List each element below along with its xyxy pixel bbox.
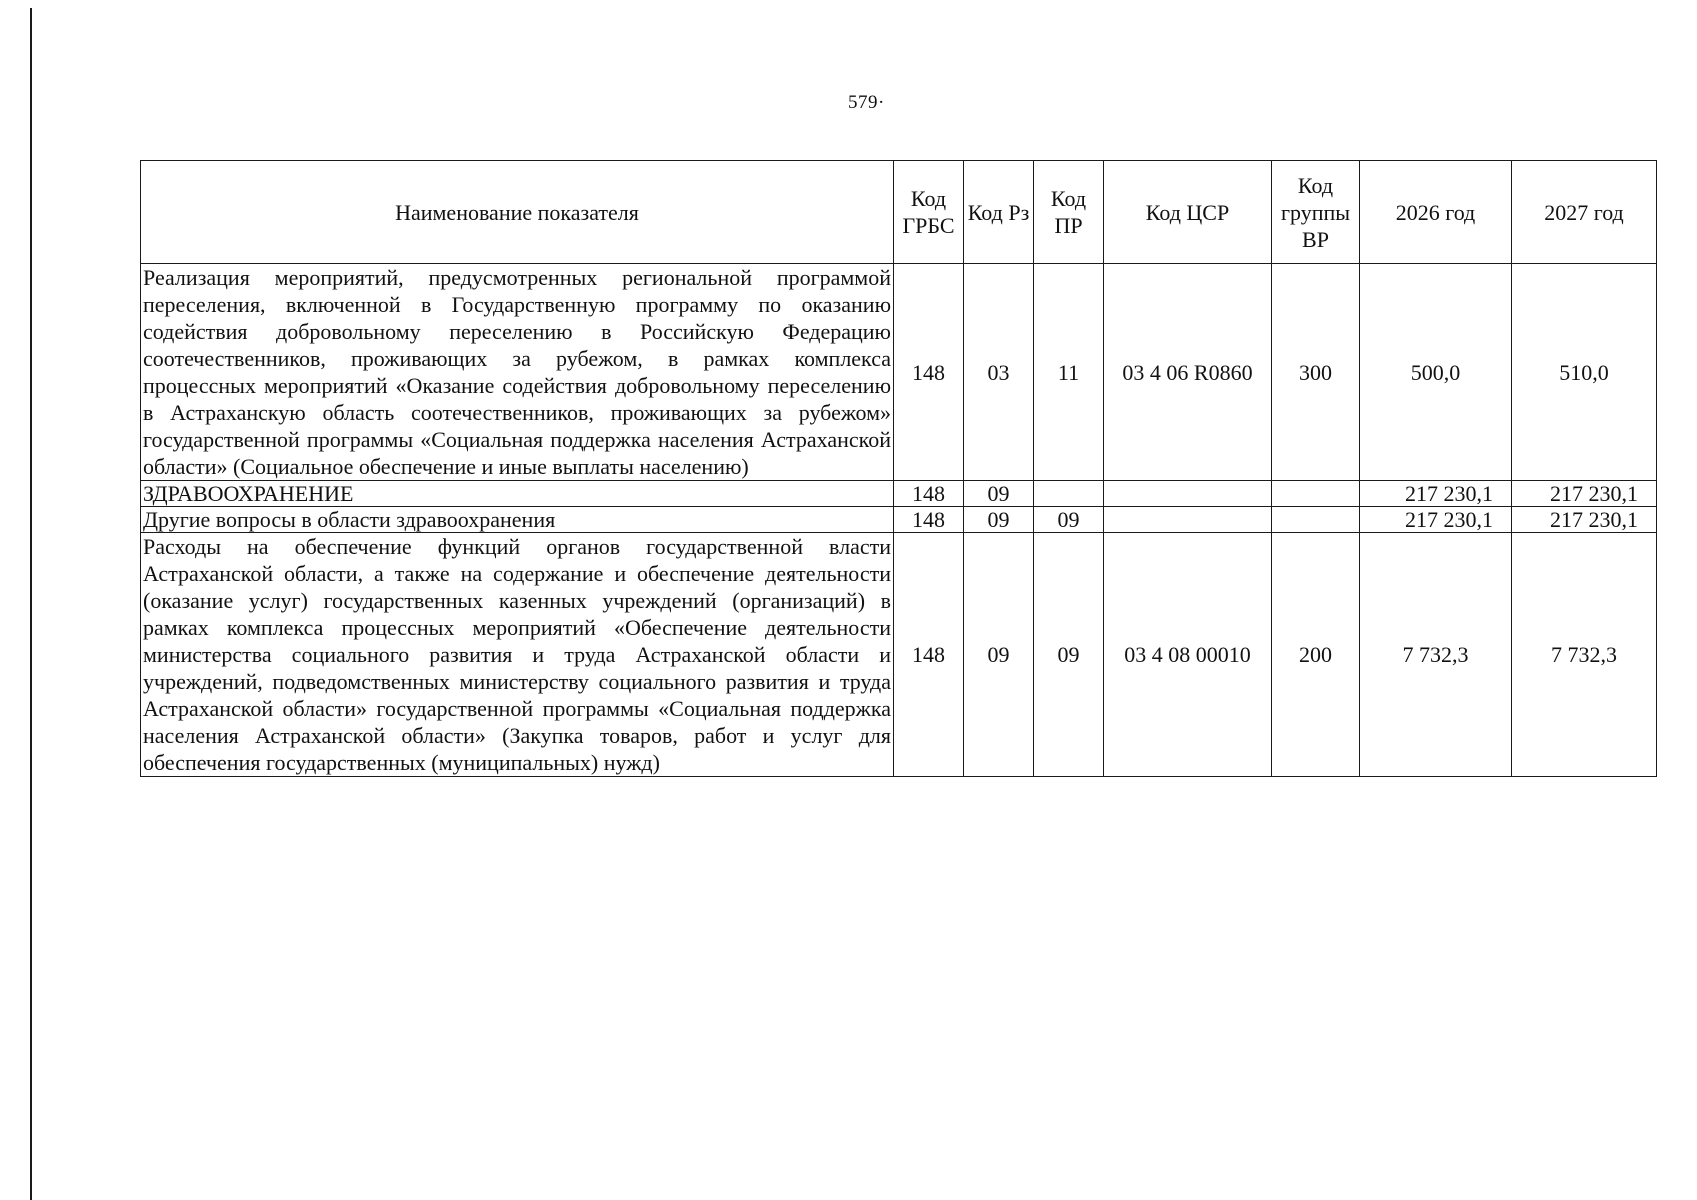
row-pr: 09 bbox=[1034, 507, 1104, 533]
row-grbs: 148 bbox=[894, 264, 964, 481]
row-csr: 03 4 06 R0860 bbox=[1104, 264, 1272, 481]
row-grbs: 148 bbox=[894, 481, 964, 507]
header-2027: 2027 год bbox=[1512, 161, 1657, 264]
row-grbs: 148 bbox=[894, 507, 964, 533]
page-number: 579· bbox=[848, 92, 885, 113]
row-2027: 7 732,3 bbox=[1512, 533, 1657, 777]
header-rz: Код Рз bbox=[964, 161, 1034, 264]
header-csr: Код ЦСР bbox=[1104, 161, 1272, 264]
row-2027: 217 230,1 bbox=[1512, 481, 1657, 507]
row-vr: 300 bbox=[1272, 264, 1360, 481]
row-name: Другие вопросы в области здравоохранения bbox=[141, 507, 894, 533]
header-grbs: Код ГРБС bbox=[894, 161, 964, 264]
row-grbs: 148 bbox=[894, 533, 964, 777]
row-csr bbox=[1104, 481, 1272, 507]
row-csr: 03 4 08 00010 bbox=[1104, 533, 1272, 777]
row-rz: 09 bbox=[964, 533, 1034, 777]
row-rz: 09 bbox=[964, 507, 1034, 533]
row-vr: 200 bbox=[1272, 533, 1360, 777]
row-2027: 510,0 bbox=[1512, 264, 1657, 481]
header-name: Наименование показателя bbox=[141, 161, 894, 264]
table-row bbox=[141, 507, 1657, 533]
row-pr bbox=[1034, 481, 1104, 507]
row-vr bbox=[1272, 507, 1360, 533]
header-vr: Код группы ВР bbox=[1272, 161, 1360, 264]
row-2026: 7 732,3 bbox=[1360, 533, 1512, 777]
row-csr bbox=[1104, 507, 1272, 533]
header-pr: Код ПР bbox=[1034, 161, 1104, 264]
table-row bbox=[141, 264, 1657, 481]
budget-table bbox=[140, 160, 1657, 777]
page-margin-line bbox=[30, 8, 32, 1200]
row-vr bbox=[1272, 481, 1360, 507]
row-pr: 11 bbox=[1034, 264, 1104, 481]
row-rz: 03 bbox=[964, 264, 1034, 481]
row-2026: 217 230,1 bbox=[1360, 507, 1512, 533]
row-name: ЗДРАВООХРАНЕНИЕ bbox=[141, 481, 894, 507]
row-2027: 217 230,1 bbox=[1512, 507, 1657, 533]
row-name: Расходы на обеспечение функций органов государственной власти Астраханской области, а также на содержание и обеспечение деятельности (оказание услуг) государственных казенных учреждений (организаций) в рамках комплекса процессных мероприятий «Обеспечение деятельности министерства социального развития и труда Астраханской области и учреждений, подведомственных министерству социального развития и труда Астраханской области» государственной программы «Социальная поддержка населения Астраханской области» (Закупка товаров, работ и услуг для обеспечения государственных (муниципальных) нужд) bbox=[141, 533, 894, 777]
row-2026: 500,0 bbox=[1360, 264, 1512, 481]
table-header-row bbox=[141, 161, 1657, 264]
row-2026: 217 230,1 bbox=[1360, 481, 1512, 507]
row-name: Реализация мероприятий, предусмотренных региональной программой переселения, включенной в Государственную программу по оказанию содействия добровольному переселению в Российскую Федерацию соотечественников, проживающих за рубежом, в рамках комплекса процессных мероприятий «Оказание содействия добровольному переселению в Астраханскую область соотечественников, проживающих за рубежом» государственной программы «Социальная поддержка населения Астраханской области» (Социальное обеспечение и иные выплаты населению) bbox=[141, 264, 894, 481]
row-pr: 09 bbox=[1034, 533, 1104, 777]
header-2026: 2026 год bbox=[1360, 161, 1512, 264]
table-row bbox=[141, 481, 1657, 507]
row-rz: 09 bbox=[964, 481, 1034, 507]
table-row bbox=[141, 533, 1657, 777]
